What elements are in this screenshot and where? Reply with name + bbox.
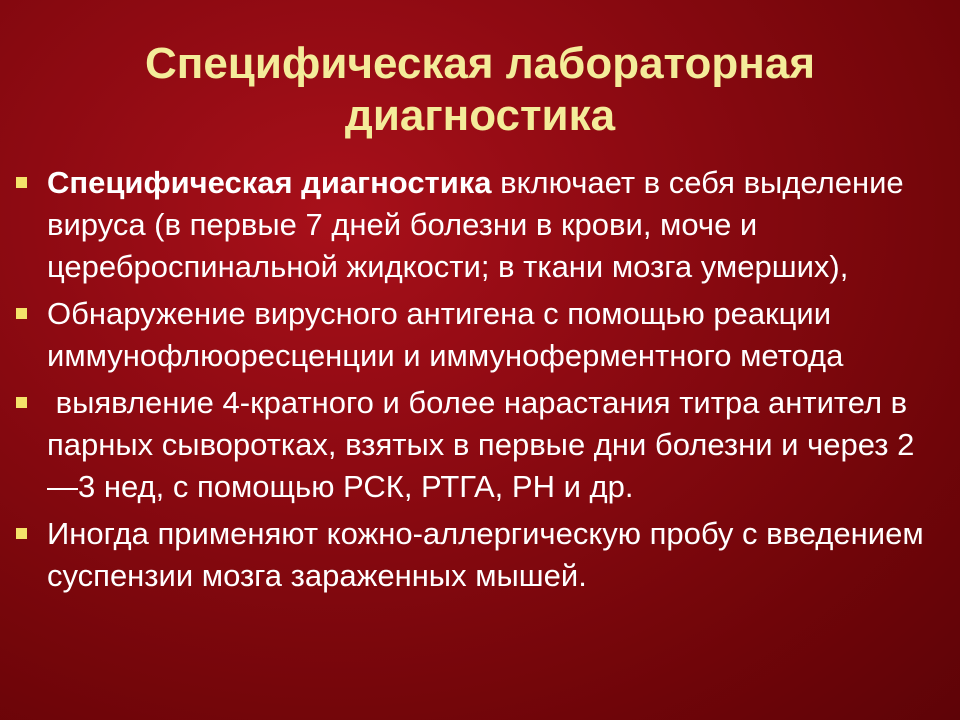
slide-title-line-2: диагностика: [344, 91, 616, 140]
bullet-text: Иногда применяют кожно-аллергическую пробу с введением суспензии мозга зараженных мышей.: [47, 516, 924, 593]
bullet-item: [16, 162, 936, 288]
bullet-item: [16, 293, 936, 377]
slide-title: [40, 38, 920, 142]
bullet-bold-text: Специфическая диагностика: [47, 165, 492, 200]
bullet-text: Обнаружение вирусного антигена с помощью реакции иммунофлюоресценции и иммуноферментного метода: [47, 296, 844, 373]
square-bullet-icon: [16, 397, 27, 408]
bullet-list: [16, 162, 936, 602]
slide-title-line-1: Специфическая лабораторная: [144, 39, 816, 88]
bullet-text: выявление 4-кратного и более нарастания титра антител в парных сыворотках, взятых в первые дни болезни и через 2—3 нед, с помощью РСК, РТГА, РН и др.: [47, 385, 916, 504]
bullet-item: [16, 382, 936, 508]
bullet-text: включает в себя выделение вируса (в первые 7 дней болезни в крови, моче и цереброспинальной жидкости; в ткани мозга умерших),: [47, 165, 904, 284]
square-bullet-icon: [16, 177, 27, 188]
square-bullet-icon: [16, 308, 27, 319]
square-bullet-icon: [16, 528, 27, 539]
bullet-item: [16, 513, 936, 597]
